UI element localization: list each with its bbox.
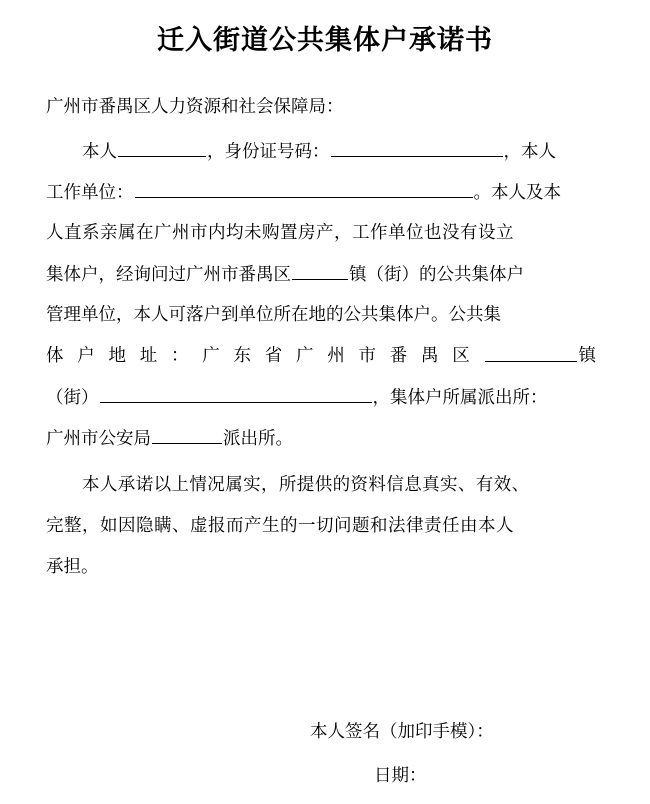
text-segment: ，身份证号码：: [207, 142, 330, 162]
name-blank[interactable]: [118, 138, 206, 157]
line-street: [46, 384, 596, 410]
town-blank[interactable]: [292, 261, 348, 280]
line-police: [46, 425, 596, 451]
addr-char: 镇: [578, 346, 596, 366]
addr-char: 户: [77, 346, 95, 366]
commitment-line-1: 本人承诺以上情况属实，所提供的资料信息真实、有效、: [82, 475, 530, 495]
text-segment: 本人: [82, 142, 117, 162]
addr-char: 地: [108, 346, 126, 366]
addr-char: 东: [233, 346, 251, 366]
line-name-id: [82, 138, 596, 164]
signature-label: 本人签名（加印手模）：: [310, 722, 494, 742]
addr-char: 禺: [421, 346, 439, 366]
id-number-blank[interactable]: [331, 138, 503, 157]
police-station-blank[interactable]: [152, 425, 222, 444]
addr-char: 市: [358, 346, 376, 366]
commitment-line-2: 完整，如因隐瞒、虚报而产生的一切问题和法律责任由本人: [46, 516, 514, 536]
commitment-line-3: 承担。: [46, 557, 99, 577]
addressee: 广州市番禺区人力资源和社会保障局：: [46, 97, 344, 117]
addr-char: 州: [327, 346, 345, 366]
text-segment: 镇（街）的公共集体户: [349, 265, 524, 285]
addr-char: 体: [46, 346, 64, 366]
street-blank[interactable]: [100, 384, 372, 403]
text-segment: （街）: [46, 388, 99, 408]
addr-char: ：: [171, 346, 189, 366]
document-title: 迁入街道公共集体户承诺书: [157, 25, 493, 56]
address-town-blank[interactable]: [485, 343, 577, 362]
addr-char: 广: [296, 346, 314, 366]
addr-char: 区: [452, 346, 470, 366]
text-segment: ，本人: [503, 142, 556, 162]
work-unit-blank[interactable]: [135, 179, 473, 198]
line-address: [46, 343, 596, 369]
line-work-unit: [46, 179, 596, 205]
text-segment: 集体户，经询问过广州市番禺区: [46, 265, 291, 285]
text-segment: 。本人及本: [473, 183, 561, 203]
line-collective: [46, 261, 596, 287]
text-segment: 工作单位：: [46, 183, 134, 203]
text-segment: 派出所。: [223, 429, 293, 449]
line-property: 人直系亲属在广州市内均未购置房产，工作单位也没有设立: [46, 223, 514, 243]
addr-char: 址: [139, 346, 158, 366]
text-segment: 广州市公安局: [46, 429, 151, 449]
addr-end: [484, 343, 597, 369]
line-management: 管理单位，本人可落户到单位所在地的公共集体户。公共集: [46, 305, 501, 325]
date-label: 日期：: [374, 766, 427, 786]
addr-char: 广: [202, 346, 220, 366]
addr-char: 省: [264, 346, 283, 366]
text-segment: ，集体户所属派出所：: [372, 388, 548, 408]
addr-char: 番: [389, 346, 408, 366]
